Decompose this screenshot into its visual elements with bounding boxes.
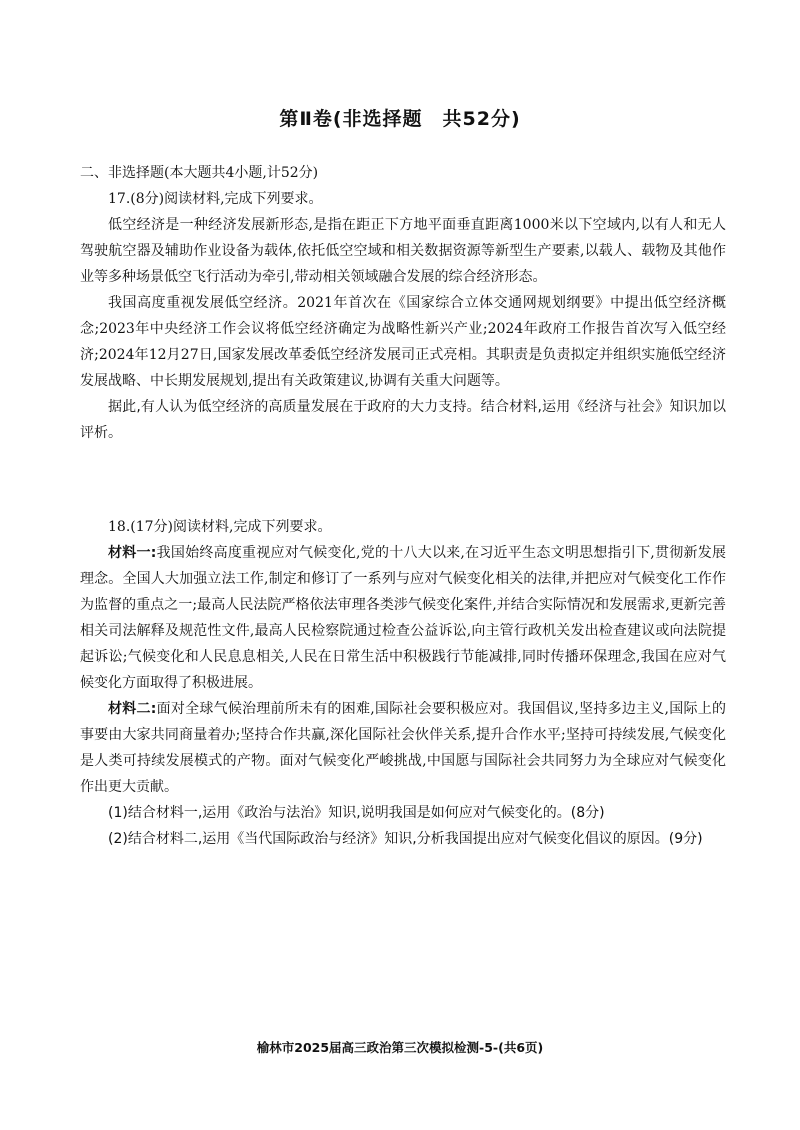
section-heading: 二、非选择题(本大题共4小题,计52分) <box>80 165 319 181</box>
material-1-text: 我国始终高度重视应对气候变化,党的十八大以来,在习近平生态文明思想指引下,贯彻新发展理念。全国人大加强立法工作,制定和修订了一系列与应对气候变化相关的法律,并把应对气候变化工作作为监督的重点之一;最高人民法院严格依法审理各类涉气候变化案件,并结合实际情况和发展需求,更新完善相关司法解释及规范性文件,最高人民检察院通过检查公益诉讼,向主管行政机关发出检查建议或向法院提起诉讼;气候变化和人民息息相关,人民在日常生活中积极践行节能减排,同时传播环保理念,我国在应对气候变化方面取得了积极进展。 <box>80 545 726 691</box>
question-18-head: 18.(17分)阅读材料,完成下列要求。 <box>108 519 332 535</box>
question-18-sub-2: (2)结合材料二,运用《当代国际政治与经济》知识,分析我国提出应对气候变化倡议的原因。(9分) <box>108 831 703 847</box>
material-1-label: 材料一: <box>108 545 157 561</box>
material-2 <box>80 696 726 800</box>
question-17 <box>80 186 726 446</box>
material-2-label: 材料二: <box>108 701 157 717</box>
question-17-prompt: 据此,有人认为低空经济的高质量发展在于政府的大力支持。结合材料,运用《经济与社会》知识加以评析。 <box>80 399 726 441</box>
page-footer: 榆林市2025届高三政治第三次模拟检测-5-(共6页) <box>256 1040 544 1055</box>
question-17-head: 17.(8分)阅读材料,完成下列要求。 <box>108 191 323 207</box>
material-1 <box>80 540 726 696</box>
question-17-paragraph-1: 低空经济是一种经济发展新形态,是指在距正下方地平面垂直距离1000米以下空域内,以有人和无人驾驶航空器及辅助作业设备为载体,依托低空空域和相关数据资源等新型生产要素,以载人、载物及其他作业等多种场景低空飞行活动为牵引,带动相关领域融合发展的综合经济形态。 <box>80 217 726 285</box>
answer-space <box>80 446 726 514</box>
material-2-text: 面对全球气候治理前所未有的困难,国际社会要积极应对。我国倡议,坚持多边主义,国际上的事要由大家共同商量着办;坚持合作共赢,深化国际社会伙伴关系,提升合作水平;坚持可持续发展,气候变化是人类可持续发展模式的产物。面对气候变化严峻挑战,中国愿与国际社会共同努力为全球应对气候变化作出更大贡献。 <box>80 701 726 795</box>
exam-content <box>80 160 726 852</box>
question-18-sub-1: (1)结合材料一,运用《政治与法治》知识,说明我国是如何应对气候变化的。(8分) <box>108 805 605 821</box>
question-18 <box>80 514 726 852</box>
page-title: 第Ⅱ卷(非选择题 共52分) <box>279 108 521 130</box>
question-17-paragraph-2: 我国高度重视发展低空经济。2021年首次在《国家综合立体交通网规划纲要》中提出低空经济概念;2023年中央经济工作会议将低空经济确定为战略性新兴产业;2024年政府工作报告首次写入低空经济;2024年12月27日,国家发展改革委低空经济发展司正式亮相。其职责是负责拟定并组织实施低空经济发展战略、中长期发展规划,提出有关政策建议,协调有关重大问题等。 <box>80 295 726 389</box>
